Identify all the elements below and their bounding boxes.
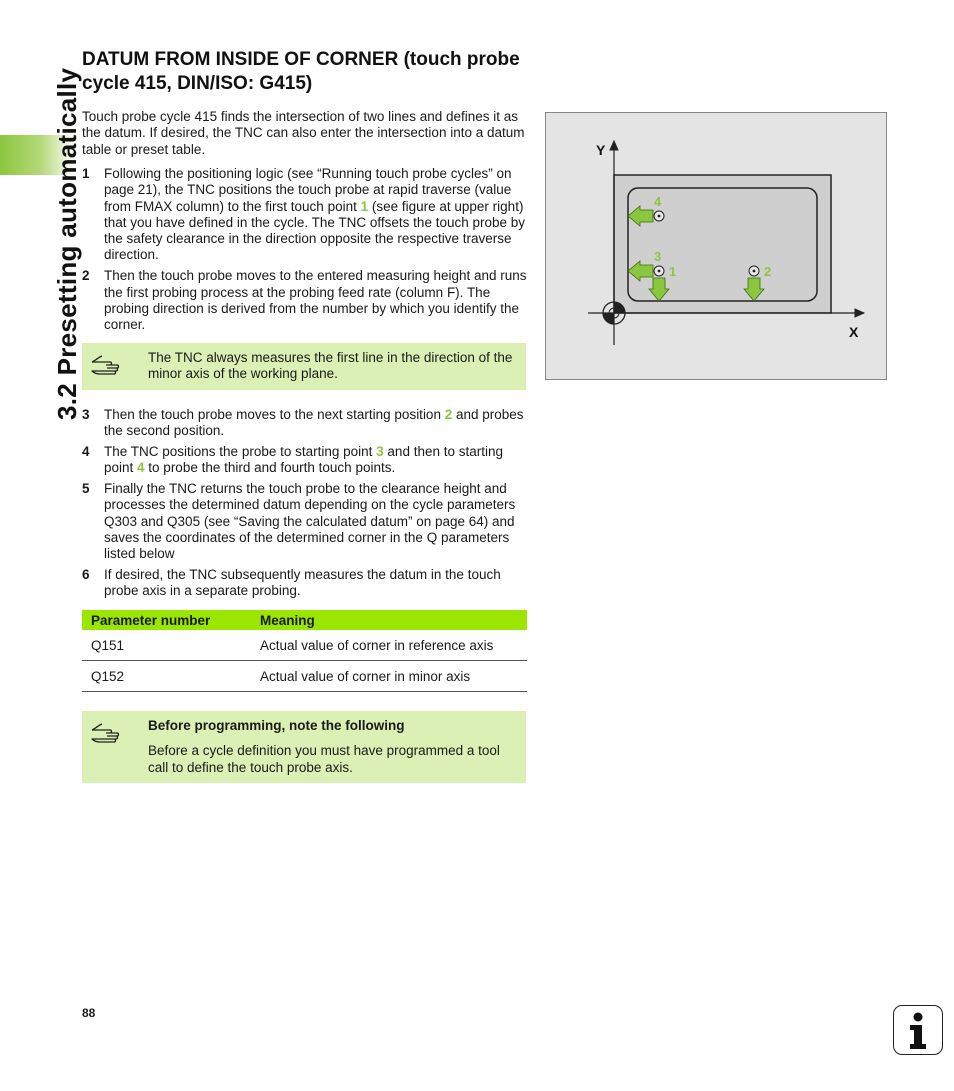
step-number: 1 xyxy=(82,166,90,181)
step-text: If desired, the TNC subsequently measures the datum in the touch probe axis in a separate probing. xyxy=(104,567,501,599)
step-text: Finally the TNC returns the touch probe to the clearance height and processes the determined datum depending on the cycle parameters Q303 and Q305 (see “Saving the calculated datum” on page 64) and saves the coordinates of the determined corner in the Q parameters listed below xyxy=(104,481,516,562)
step-number: 3 xyxy=(82,407,90,422)
table-header-row xyxy=(82,610,527,630)
pointing-hand-icon xyxy=(90,721,126,747)
step-text: (see figure at upper right) that you have defined in the cycle. The TNC offsets the touch probe by the safety clearance in the direction opposite the respective traverse direction. xyxy=(104,198,526,263)
step-number: 4 xyxy=(82,444,90,460)
note-title: Before programming, note the following xyxy=(148,718,405,733)
highlight-point: 4 xyxy=(137,460,145,476)
step-number: 6 xyxy=(82,567,90,583)
info-button[interactable] xyxy=(893,1005,943,1055)
section-title-vertical: 3.2 Presetting automatically xyxy=(52,67,82,420)
page-number: 88 xyxy=(82,1006,96,1020)
page-heading: DATUM FROM INSIDE OF CORNER (touch probe cycle 415, DIN/ISO: G415) xyxy=(82,49,520,94)
step-item xyxy=(82,166,527,264)
step-item xyxy=(82,481,527,562)
pointing-hand-icon xyxy=(90,353,126,379)
intro-paragraph: Touch probe cycle 415 finds the intersection of two lines and defines it as the datum. If desired, the TNC can also enter the intersection into a datum table or preset table. xyxy=(82,109,525,157)
workpiece-outer xyxy=(614,175,831,313)
step-item xyxy=(82,407,527,440)
table-cell: Actual value of corner in reference axis xyxy=(251,630,527,661)
note-box xyxy=(82,343,526,390)
programming-note-box xyxy=(82,711,526,783)
steps-list-a xyxy=(82,166,527,338)
parameter-table xyxy=(82,610,527,692)
table-cell: Q152 xyxy=(82,661,251,692)
table-row xyxy=(82,630,527,661)
highlight-point: 2 xyxy=(444,407,453,422)
y-axis-label: Y xyxy=(596,142,606,158)
step-text: The TNC positions the probe to starting point xyxy=(104,444,377,460)
info-icon xyxy=(894,1006,942,1054)
step-item xyxy=(82,444,527,477)
step-text: to probe the third and fourth touch points. xyxy=(144,460,396,476)
datum-icon xyxy=(603,302,625,324)
probe-corner-figure xyxy=(545,112,887,380)
table-cell: Actual value of corner in minor axis xyxy=(251,661,527,692)
column-header: Parameter number xyxy=(82,610,251,630)
steps-list-b xyxy=(82,407,527,604)
step-text: Then the touch probe moves to the next starting position xyxy=(104,407,445,422)
note-text: Before a cycle definition you must have programmed a tool call to define the touch probe axis. xyxy=(148,743,500,775)
step-number: 5 xyxy=(82,481,90,497)
step-item xyxy=(82,567,527,600)
table-row xyxy=(82,661,527,692)
step-item xyxy=(82,268,527,333)
point-label-3: 3 xyxy=(654,249,662,264)
step-number: 2 xyxy=(82,268,90,284)
point-label-1: 1 xyxy=(669,264,677,279)
corner-diagram xyxy=(546,113,886,379)
step-text: and probes the second position. xyxy=(104,407,524,439)
highlight-point: 3 xyxy=(376,444,384,460)
step-text: Then the touch probe moves to the entered measuring height and runs the first probing process at the probing feed rate (column F). The probing direction is derived from the number by which you identify the corner. xyxy=(104,268,527,333)
note-text: The TNC always measures the first line in the direction of the minor axis of the working plane. xyxy=(148,350,513,382)
point-label-2: 2 xyxy=(764,264,772,279)
x-axis-label: X xyxy=(849,324,859,340)
highlight-point: 1 xyxy=(360,198,369,214)
table-cell: Q151 xyxy=(82,630,251,661)
point-label-4: 4 xyxy=(654,194,662,209)
step-text: Following the positioning logic (see “Running touch probe cycles” on page 21), the TNC positions the touch probe at rapid traverse (value from FMAX column) to the first touch point xyxy=(104,166,512,214)
step-text: and then to starting point xyxy=(104,444,504,476)
column-header: Meaning xyxy=(251,610,527,630)
